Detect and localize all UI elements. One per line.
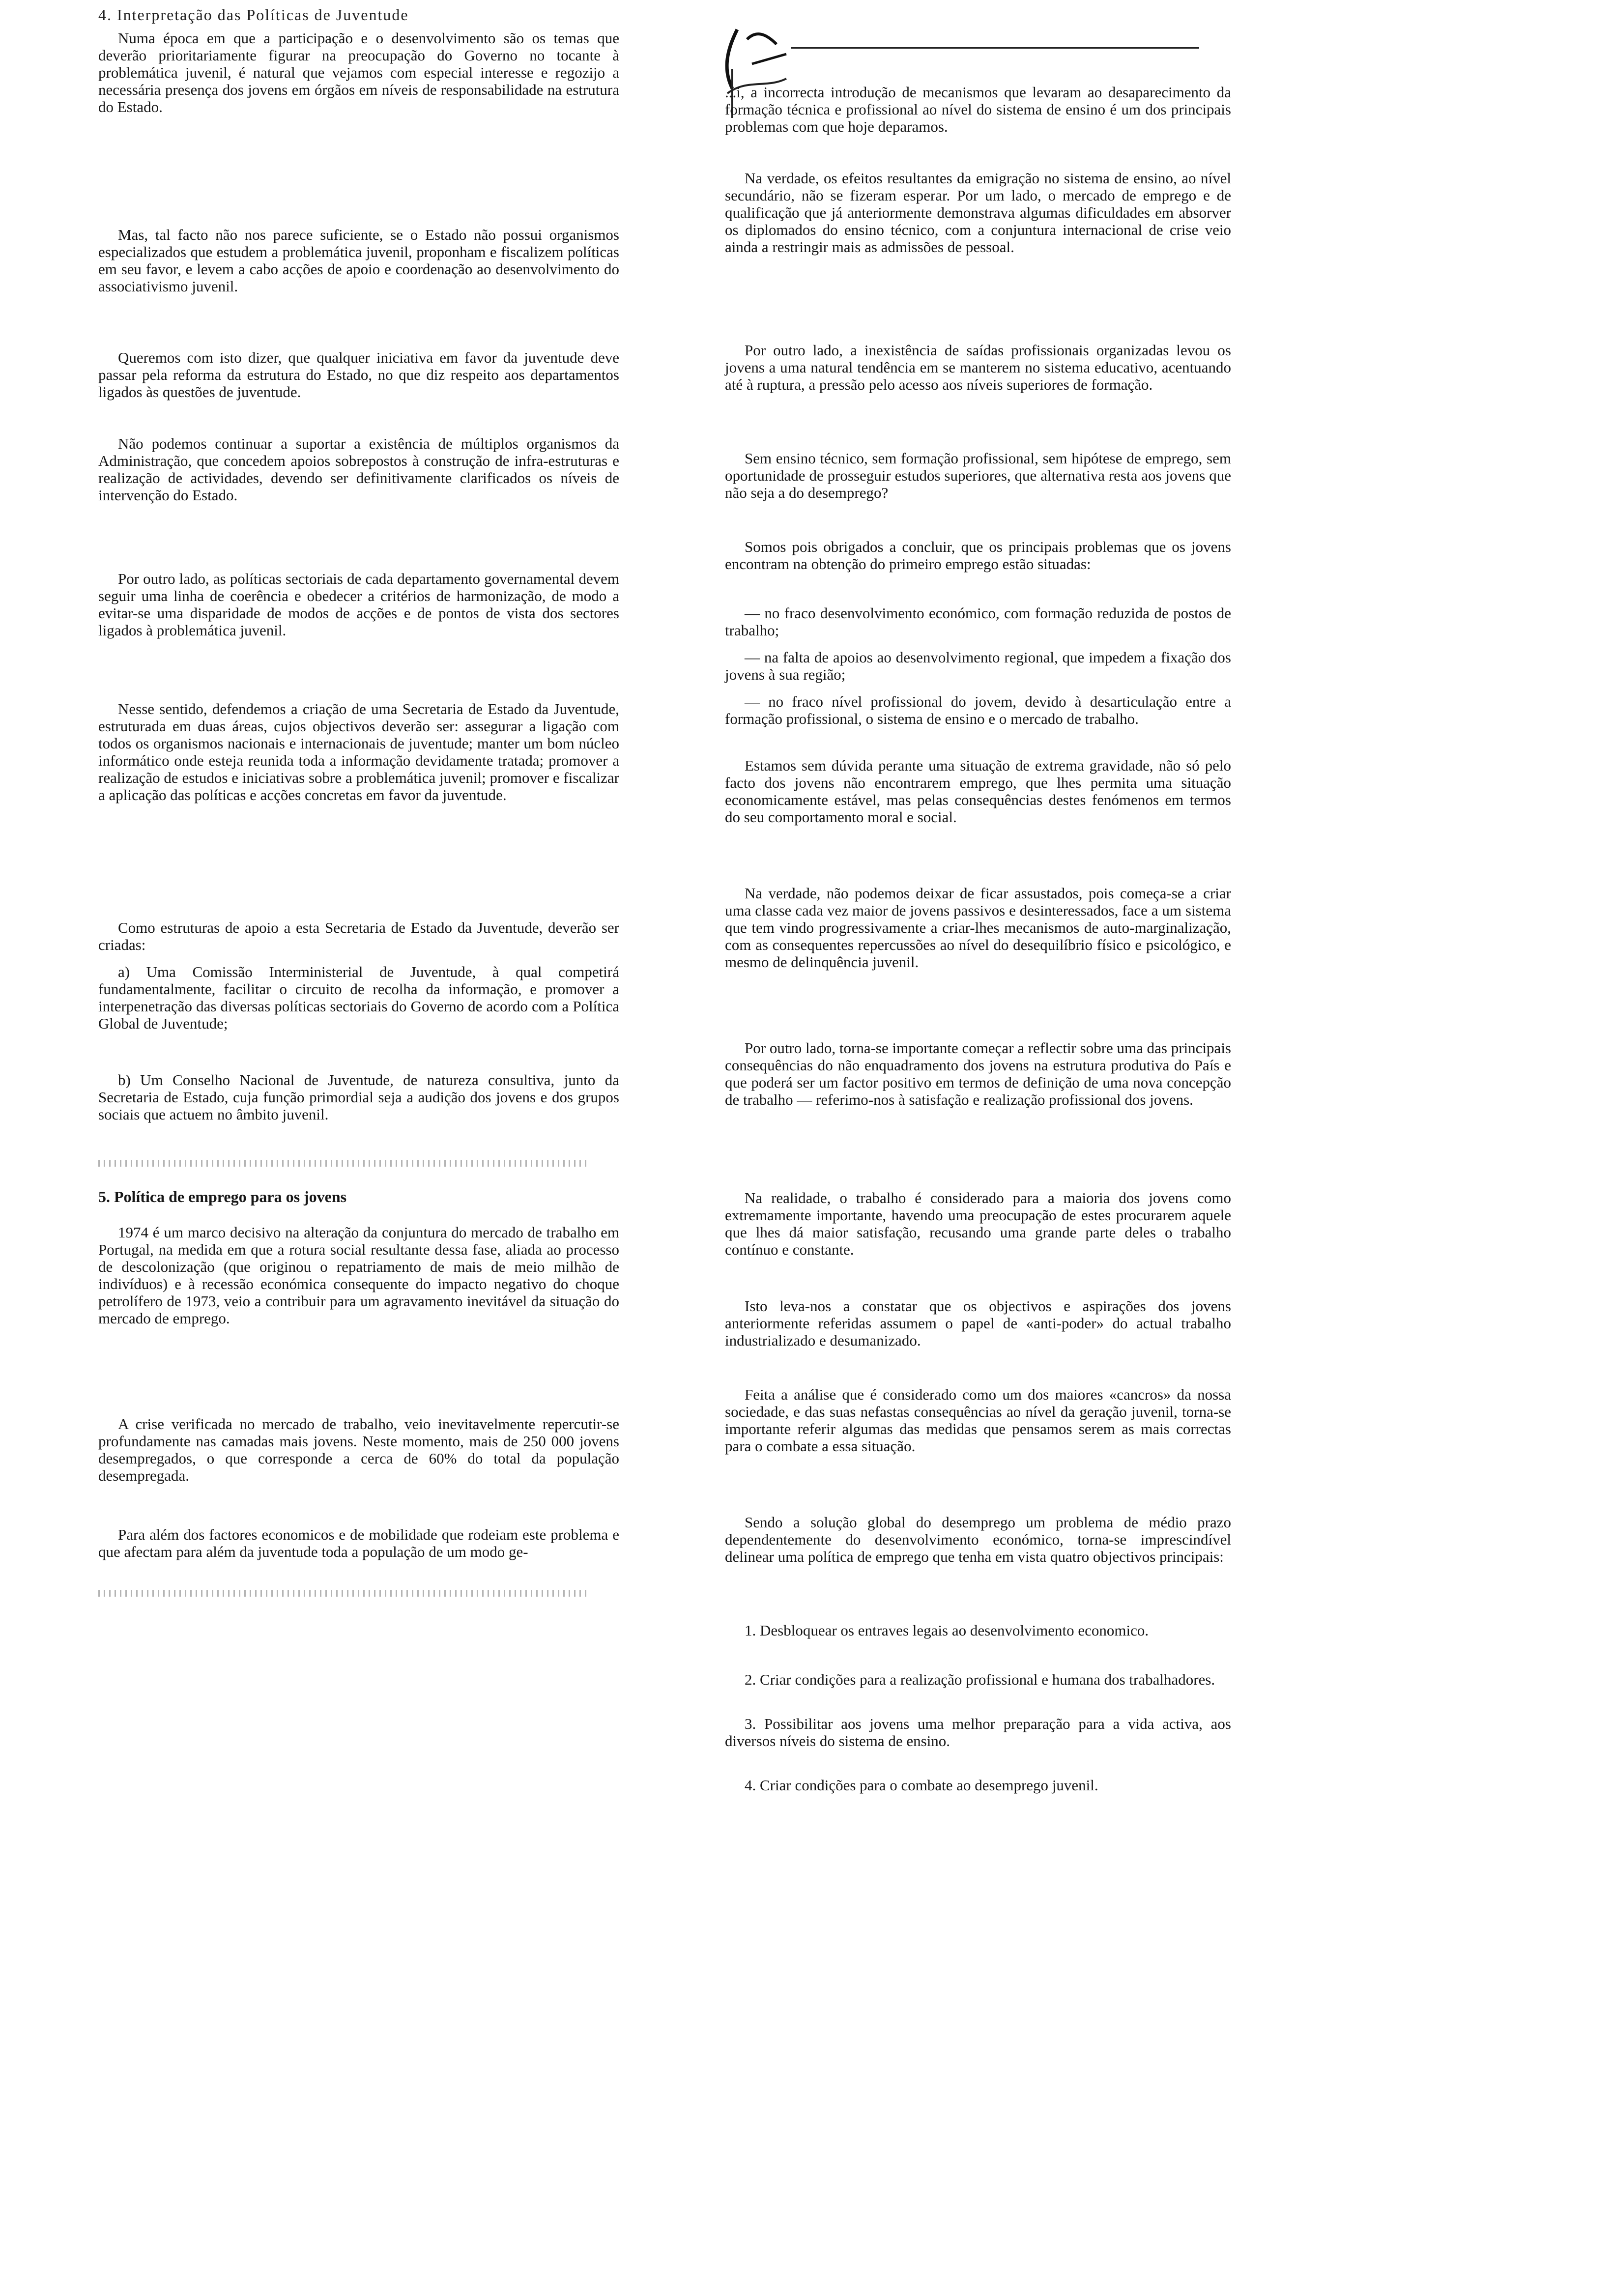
paragraph: Por outro lado, torna-se importante começar a reflectir sobre uma das principais consequências do não enquadramento dos jovens na estrutura produtiva do País e que poderá ser um factor positivo em termos de definição de uma nova concepção de trabalho — referimo-nos à satisfação e realização profissional dos jovens. xyxy=(725,1039,1231,1108)
scan-noise xyxy=(98,1160,590,1167)
section-heading: 4. Interpretação das Políticas de Juventude xyxy=(98,6,409,24)
paragraph: Na realidade, o trabalho é considerado para a maioria dos jovens como extremamente importante, havendo uma preocupação de estes procurarem aquele que lhes dá maior satisfação, recusando uma grande parte deles o trabalho contínuo e constante. xyxy=(725,1189,1231,1258)
paragraph: ...i, a incorrecta introdução de mecanismos que levaram ao desaparecimento da formação técnica e profissional ao nível do sistema de ensino é um dos principais problemas com que hoje deparamos. xyxy=(725,84,1231,135)
paragraph: Isto leva-nos a constatar que os objectivos e aspirações dos jovens anteriormente referidas assumem o papel de «anti-poder» do actual trabalho industrializado e desumanizado. xyxy=(725,1297,1231,1349)
list-item: a) Uma Comissão Interministerial de Juventude, à qual competirá fundamentalmente, facilitar o circuito de recolha da informação, e promover a interpenetração das diversas políticas sectoriais do Governo de acordo com a Política Global de Juventude; xyxy=(98,963,619,1032)
paragraph: Como estruturas de apoio a esta Secretaria de Estado da Juventude, deverão ser criadas: xyxy=(98,919,619,953)
list-item: — na falta de apoios ao desenvolvimento regional, que impedem a fixação dos jovens à sua região; xyxy=(725,649,1231,683)
paragraph: Na verdade, não podemos deixar de ficar assustados, pois começa-se a criar uma classe cada vez maior de jovens passivos e desinteressados, face a um sistema que tem vindo progressivamente a criar-lhes mecanismos de auto-marginalização, com as consequentes repercussões ao nível do desequilíbrio físico e psicológico, e mesmo de delinquência juvenil. xyxy=(725,885,1231,971)
list-item: 1. Desbloquear os entraves legais ao desenvolvimento economico. xyxy=(745,1622,1149,1639)
paragraph: Para além dos factores economicos e de mobilidade que rodeiam este problema e que afectam para além da juventude toda a população de um modo ge- xyxy=(98,1526,619,1560)
paragraph: A crise verificada no mercado de trabalho, veio inevitavelmente repercutir-se profundamente nas camadas mais jovens. Neste momento, mais de 250 000 jovens desempregados, o que corresponde a cerca de 60% do total da população desempregada. xyxy=(98,1415,619,1484)
paragraph: Por outro lado, a inexistência de saídas profissionais organizadas levou os jovens a uma natural tendência em se manterem no sistema educativo, acentuando até à ruptura, a pressão pelo acesso aos níveis superiores de formação. xyxy=(725,342,1231,393)
list-item: 2. Criar condições para a realização profissional e humana dos trabalhadores. xyxy=(745,1671,1215,1688)
section-title: 5. Política de emprego para os jovens xyxy=(98,1188,347,1205)
list-item: — no fraco nível profissional do jovem, devido à desarticulação entre a formação profissional, o sistema de ensino e o mercado de trabalho. xyxy=(725,693,1231,727)
paragraph: Mas, tal facto não nos parece suficiente, se o Estado não possui organismos especializados que estudem a problemática juvenil, proponham e fiscalizem políticas em seu favor, e levem a cabo acções de apoio e coordenação ao desenvolvimento do associativismo juvenil. xyxy=(98,226,619,295)
paragraph: Sendo a solução global do desemprego um problema de médio prazo dependentemente do desenvolvimento económico, torna-se imprescindível delinear uma política de emprego que tenha em vista quatro objectivos principais: xyxy=(725,1514,1231,1565)
paragraph: 1974 é um marco decisivo na alteração da conjuntura do mercado de trabalho em Portugal, na medida em que a rotura social resultante dessa fase, aliada ao processo de descolonização (que originou o repatriamento de mais de meio milhão de indivíduos) e à recessão económica consequente do impacto negativo do choque petrolífero de 1973, veio a contribuir para um agravamento inevitável da situação do mercado de emprego. xyxy=(98,1224,619,1327)
list-item: b) Um Conselho Nacional de Juventude, de natureza consultiva, junto da Secretaria de Estado, cuja função primordial seja a audição dos jovens e dos grupos sociais que actuem no âmbito juvenil. xyxy=(98,1071,619,1123)
paragraph: Feita a análise que é considerado como um dos maiores «cancros» da nossa sociedade, e das suas nefastas consequências ao nível da geração juvenil, torna-se importante referir algumas das medidas que pensamos serem as mais correctas para o combate a essa situação. xyxy=(725,1386,1231,1455)
paragraph: Estamos sem dúvida perante uma situação de extrema gravidade, não só pelo facto dos jovens não encontrarem emprego, que lhes permita uma situação economicamente estável, mas pelas consequências destes fenómenos em termos do seu comportamento moral e social. xyxy=(725,757,1231,826)
paragraph: Numa época em que a participação e o desenvolvimento são os temas que deverão prioritariamente figurar na preocupação do Governo no tocante à problemática juvenil, é natural que vejamos com especial interesse e regozijo a necessária presença dos jovens em órgãos em níveis de responsabilidade na estrutura do Estado. xyxy=(98,29,619,115)
paragraph: Queremos com isto dizer, que qualquer iniciativa em favor da juventude deve passar pela reforma da estrutura do Estado, no que diz respeito aos departamentos ligados às questões de juventude. xyxy=(98,349,619,401)
paragraph: Sem ensino técnico, sem formação profissional, sem hipótese de emprego, sem oportunidade de prosseguir estudos superiores, que alternativa resta aos jovens que não seja a do desemprego? xyxy=(725,450,1231,501)
paragraph: Não podemos continuar a suportar a existência de múltiplos organismos da Administração, que concedem apoios sobrepostos à construção de infra-estruturas e realização de actividades, devendo ser definitivamente clarificados os níveis de intervenção do Estado. xyxy=(98,435,619,504)
scan-line xyxy=(791,47,1199,49)
paragraph: Somos pois obrigados a concluir, que os principais problemas que os jovens encontram na obtenção do primeiro emprego estão situadas: xyxy=(725,538,1231,573)
paragraph: Nesse sentido, defendemos a criação de uma Secretaria de Estado da Juventude, estruturada em duas áreas, cujos objectivos deverão ser: assegurar a ligação com todos os organismos nacionais e internacionais de juventude; manter um bom núcleo informático onde esteja reunida toda a informação devidamente tratada; promover a realização de estudos e iniciativas sobre a problemática juvenil; promover e fiscalizar a aplicação das políticas e acções concretas em favor da juventude. xyxy=(98,700,619,804)
list-item: 4. Criar condições para o combate ao desemprego juvenil. xyxy=(745,1777,1098,1794)
list-item: — no fraco desenvolvimento económico, com formação reduzida de postos de trabalho; xyxy=(725,604,1231,639)
scan-noise xyxy=(98,1590,590,1597)
paragraph: Por outro lado, as políticas sectoriais de cada departamento governamental devem seguir uma linha de coerência e obedecer a critérios de harmonização, de modo a evitar-se uma disparidade de modos de acções e de pontos de vista dos sectores ligados à problemática juvenil. xyxy=(98,570,619,639)
list-item: 3. Possibilitar aos jovens uma melhor preparação para a vida activa, aos diversos níveis do sistema de ensino. xyxy=(725,1715,1231,1750)
paragraph: Na verdade, os efeitos resultantes da emigração no sistema de ensino, ao nível secundário, não se fizeram esperar. Por um lado, o mercado de emprego e de qualificação que já anteriormente demonstrava algumas dificuldades em absorver os diplomados do ensino técnico, com a conjuntura internacional de crise veio ainda a restringir mais as admissões de pessoal. xyxy=(725,170,1231,256)
